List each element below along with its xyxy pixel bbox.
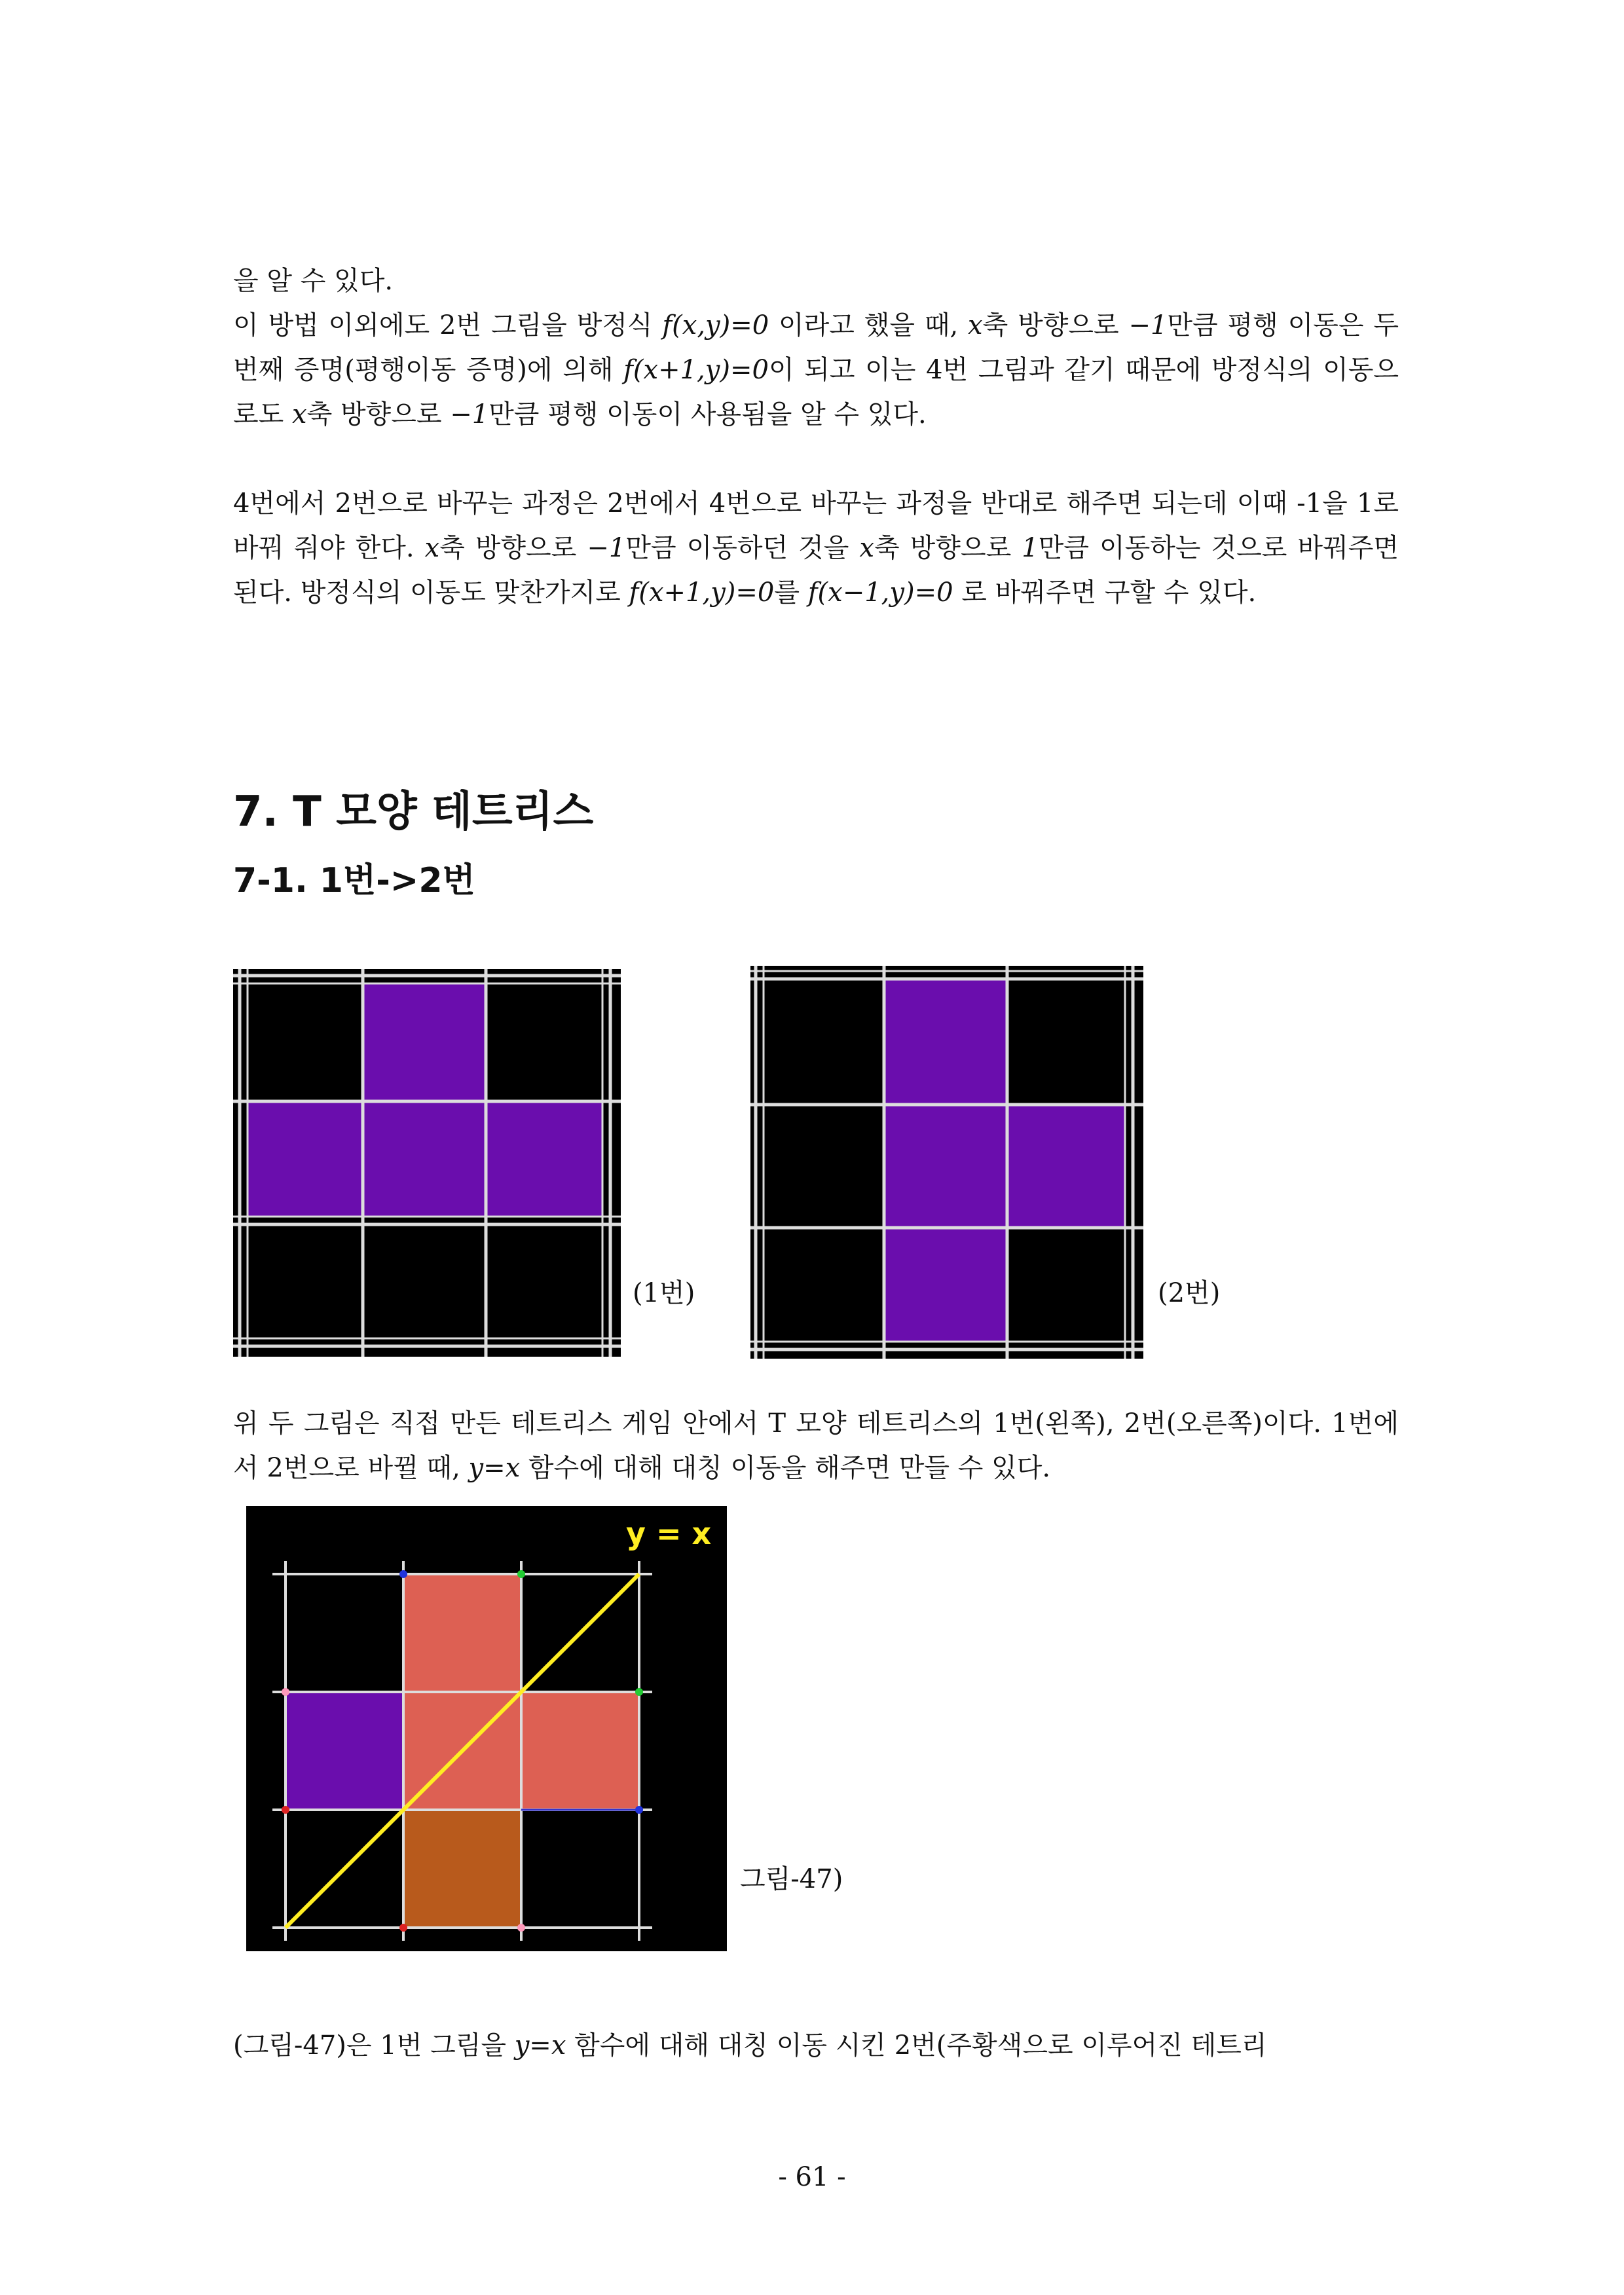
math-inline: x <box>292 399 307 430</box>
math-inline: f(x,y)=0 <box>662 310 769 340</box>
tetris-cell <box>248 1101 363 1217</box>
math-inline: x <box>859 533 875 563</box>
tetris-figure-1 <box>233 969 621 1357</box>
purple-cell <box>286 1692 403 1810</box>
paragraph-1: 을 알 수 있다. 이 방법 이외에도 2번 그림을 방정식 f(x,y)=0 이라고 했을 때, x축 방향으로 −1만큼 평행 이동은 두 번째 증명(평행이동 증명)에 의해 f(x+1,y)=0이 되고 이는 4번 그림과 같기 때문에 방정식의 이동으로도 x축 방향으로 −1만큼 평행 이동이 사용됨을 알 수 있다. <box>233 266 1399 430</box>
tetris-cell <box>884 1105 1007 1228</box>
tetris-cell <box>884 1228 1007 1342</box>
math-inline: f(x+1,y)=0 <box>623 355 769 385</box>
tetris-cell <box>1007 1105 1125 1228</box>
tetris-cell <box>884 979 1007 1105</box>
math-inline: f(x+1,y)=0 <box>629 578 775 608</box>
math-inline: −1 <box>587 533 626 563</box>
paragraph-4: (그림-47)은 1번 그림을 y=x 함수에 대해 대칭 이동 시킨 2번(주황색으로 이루어진 테트리 <box>233 2030 1267 2061</box>
math-inline: x <box>424 533 440 563</box>
math-inline: y=x <box>514 2030 566 2061</box>
line-label: y = x <box>626 1516 712 1551</box>
paragraph-3: 위 두 그림은 직접 만든 테트리스 게임 안에서 T 모양 테트리스의 1번(왼쪽), 2번(오른쪽)이다. 1번에서 2번으로 바뀔 때, y=x 함수에 대해 대칭 이동을 해주면 만들 수 있다. <box>233 1408 1399 1483</box>
tetris-cell <box>363 983 486 1101</box>
paragraph-2: 4번에서 2번으로 바꾸는 과정은 2번에서 4번으로 바꾸는 과정을 반대로 해주면 되는데 이때 -1을 1로 바꿔 줘야 한다. x축 방향으로 −1만큼 이동하던 것을 x축 방향으로 1만큼 이동하는 것으로 바꿔주면 된다. 방정식의 이동도 맞찬가지로 f(x+1,y)=0를 f(x−1,y)=0 로 바꿔주면 구할 수 있다. <box>233 488 1399 608</box>
figure-1-caption: (1번) <box>633 1278 695 1308</box>
tetris-figure-2 <box>750 966 1143 1359</box>
tetris-cell <box>363 1101 486 1217</box>
tetris-cell <box>486 1101 602 1217</box>
math-inline: x <box>968 310 983 340</box>
figure-2-caption: (2번) <box>1158 1278 1221 1308</box>
figure-47-caption: 그림-47) <box>740 1864 843 1894</box>
salmon-cell <box>403 1574 521 1692</box>
salmon-cell <box>521 1692 639 1810</box>
reflection-figure <box>246 1506 727 1951</box>
section-heading: 7. T 모양 테트리스 <box>233 788 594 836</box>
orange-cell <box>403 1810 521 1928</box>
math-inline: 1 <box>1022 533 1039 563</box>
math-inline: −1 <box>450 399 489 430</box>
math-inline: y=x <box>468 1453 521 1483</box>
math-inline: f(x−1,y)=0 <box>807 578 953 608</box>
subsection-heading: 7-1. 1번->2번 <box>233 861 475 900</box>
page-number: - 61 - <box>778 2162 846 2192</box>
math-inline: −1 <box>1128 310 1168 340</box>
